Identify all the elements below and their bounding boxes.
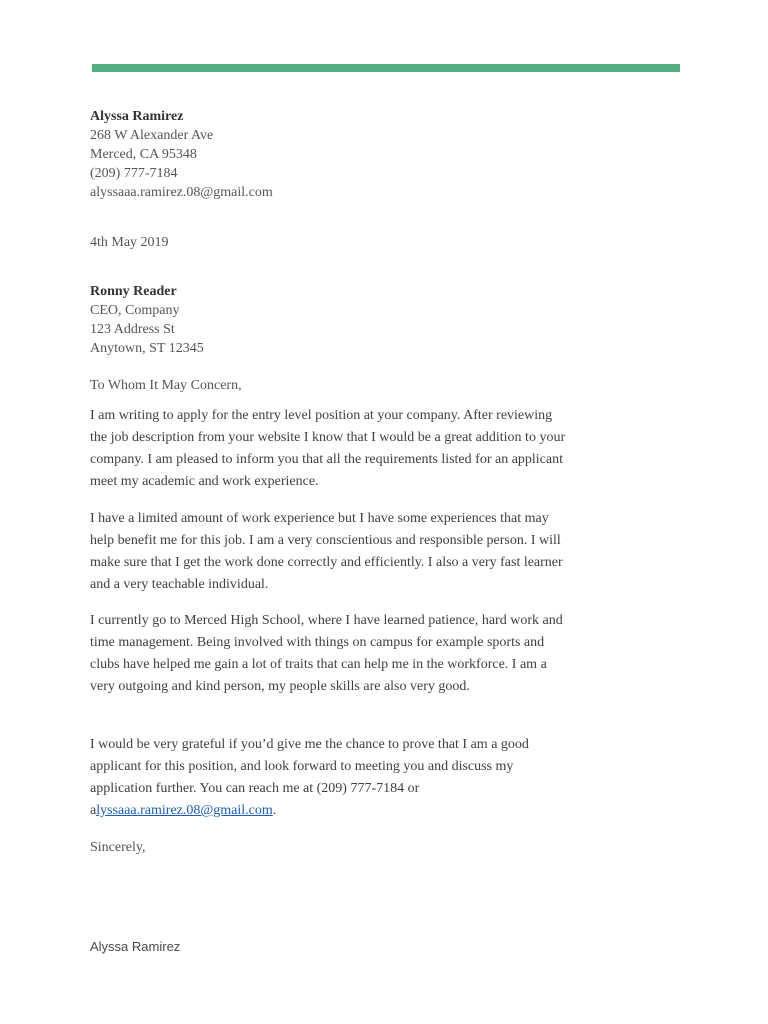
sender-address-line2: Merced, CA 95348 [90, 147, 197, 162]
sender-email: alyssaaa.ramirez.08@gmail.com [90, 185, 273, 200]
body-paragraph-3: I currently go to Merced High School, where I have learned patience, hard work and time management. Being involved with things on campus for example sports and clubs have helped me gain a lot of traits that can help me in the workforce. I am a very outgoing and kind person, my people skills are also very good. [90, 613, 563, 694]
body-paragraph-2: I have a limited amount of work experience but I have some experiences that may help benefit me for this job. I am a very conscientious and responsible person. I will make sure that I get the work done correctly and efficiently. I also a very fast learner and a very teachable individual. [90, 511, 563, 592]
body-paragraph-4 [90, 734, 570, 822]
recipient-address-line1: 123 Address St [90, 322, 175, 337]
email-link[interactable]: lyssaaa.ramirez.08@gmail.com [96, 803, 273, 818]
sender-address-line1: 268 W Alexander Ave [90, 128, 214, 143]
sender-phone: (209) 777-7184 [90, 166, 178, 181]
body-paragraph-1: I am writing to apply for the entry level position at your company. After reviewing the job description from your website I know that I would be a great addition to your company. I am pleased to inform you that all the requirements listed for an applicant meet my academic and work experience. [90, 408, 566, 489]
letter-date [90, 233, 590, 252]
paragraph-4-end: . [272, 803, 277, 818]
recipient-address-line2: Anytown, ST 12345 [90, 341, 204, 356]
recipient-block [90, 282, 590, 358]
sender-name: Alyssa Ramirez [90, 109, 184, 124]
greeting [90, 376, 590, 395]
signature: Alyssa Ramirez [90, 939, 181, 954]
sender-block [90, 107, 590, 202]
recipient-title: CEO, Company [90, 303, 180, 318]
closing [90, 838, 590, 857]
date-text: 4th May 2019 [90, 235, 169, 250]
paragraph-4-text: I would be very grateful if you’d give me the chance to prove that I am a good applicant for this position, and look forward to meeting you and discuss my application further. You can reach me at (209) 777-7184 or a [90, 737, 529, 818]
closing-text: Sincerely, [90, 840, 146, 855]
greeting-text: To Whom It May Concern, [90, 378, 242, 393]
header-accent-bar [92, 64, 680, 72]
recipient-name: Ronny Reader [90, 284, 177, 299]
